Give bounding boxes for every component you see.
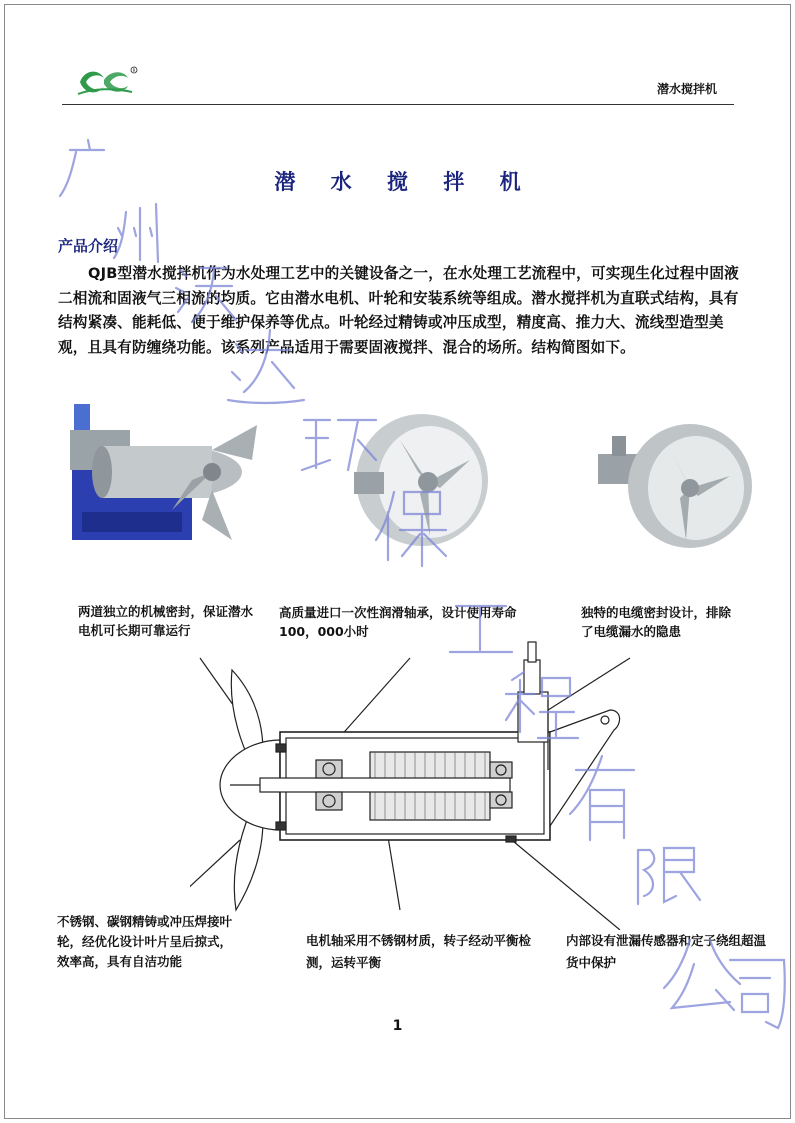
header-title: 潜水搅拌机	[656, 82, 717, 96]
company-logo-icon	[74, 64, 138, 100]
product-photo-front	[340, 410, 490, 550]
callout-motor-shaft: 电机轴采用不锈钢材质，转子经动平衡检测，运转平衡	[306, 933, 532, 970]
callout-leak-sensor: 内部设有泄漏传感器和定子绕组超温货中保护	[566, 933, 767, 970]
intro-paragraph: QJB型潜水搅拌机作为水处理工艺中的关键设备之一，在水处理工艺流程中，可实现生化过程中固液二相流和固液气三相流的均质。它由潜水电机、叶轮和安装系统等组成。潜水搅拌机为直联式结构，具有结构紧凑、能耗低、便于维护保养等优点。叶轮经过精铸或冲压成型，精度高、推力大、流线型造型美观，且具有防缠绕功能。该系列产品适用于需要固液搅拌、混合的场所。结构简图如下。	[58, 265, 739, 356]
callout-impeller: 不锈钢、碳钢精铸或冲压焊接叶轮，经优化设计叶片呈后掠式，效率高，具有自洁功能	[57, 914, 233, 969]
svg-text:R: R	[132, 67, 136, 73]
page-title: 潜 水 搅 拌 机	[274, 170, 535, 194]
structure-diagram	[190, 640, 650, 934]
section-heading: 产品介绍	[58, 237, 119, 255]
callout-cable-seal: 独特的电缆密封设计，排除了电缆漏水的隐患	[581, 605, 732, 639]
product-photo-side	[590, 410, 760, 550]
header-divider	[62, 104, 734, 105]
callout-bearing: 高质量进口一次性润滑轴承，设计使用寿命100，000小时	[279, 605, 517, 639]
callout-mechanical-seal: 两道独立的机械密封，保证潜水电机可长期可靠运行	[78, 604, 254, 638]
product-photo-mounted	[62, 400, 262, 550]
page-number: 1	[392, 1018, 403, 1034]
